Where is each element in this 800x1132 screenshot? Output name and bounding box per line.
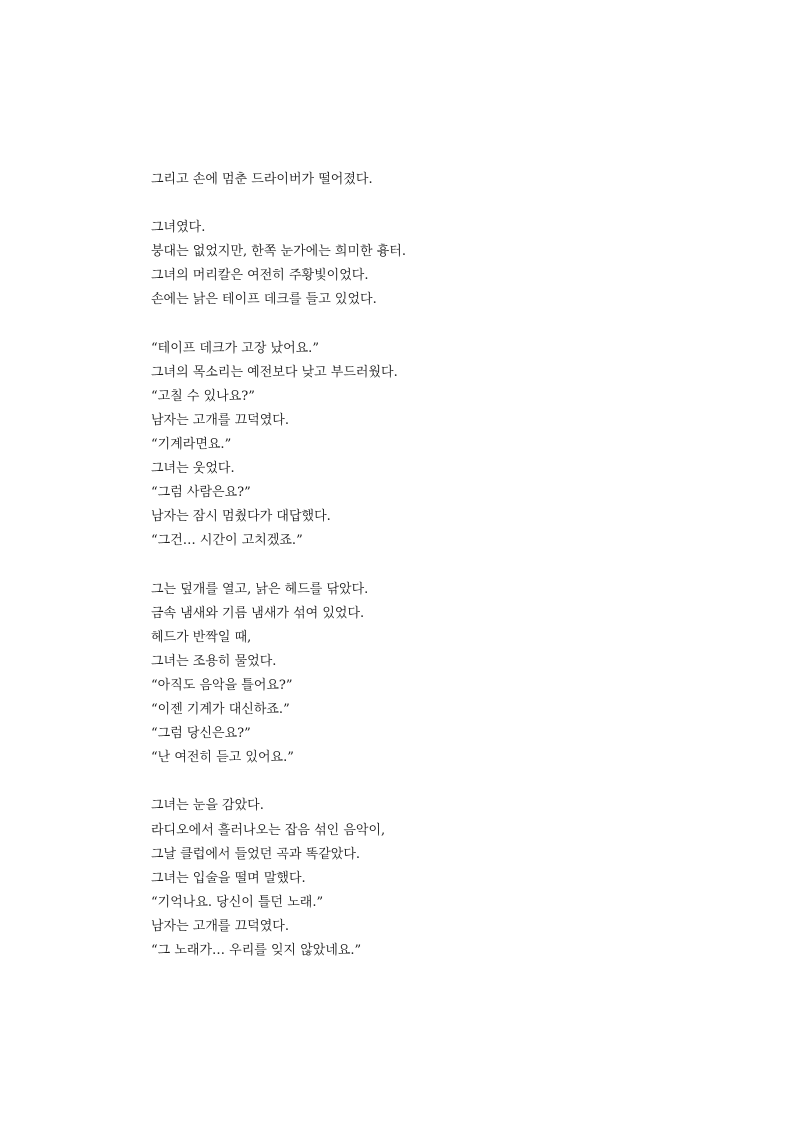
text-line: 그녀였다. (151, 220, 206, 236)
text-line: “고칠 수 있나요?” (151, 388, 255, 404)
text-line: “테이프 데크가 고장 났어요.” (151, 340, 319, 356)
text-line: “난 여전히 듣고 있어요.” (151, 750, 294, 766)
text-line: 그리고 손에 멈춘 드라이버가 떨어졌다. (151, 172, 373, 187)
text-line: 라디오에서 흘러나오는 잡음 섞인 음악이, (151, 822, 386, 838)
text-line: 그녀는 웃었다. (151, 461, 235, 477)
text-line: 그녀의 목소리는 예전보다 낮고 부드러웠다. (151, 364, 398, 380)
paragraph (151, 794, 711, 963)
text-line: “그럼 당신은요?” (151, 726, 251, 742)
text-line: “그건… 시간이 고치겠죠.” (151, 533, 303, 549)
text-line: “그럼 사람은요?” (151, 485, 251, 501)
text-line: 그녀는 조용히 물었다. (151, 653, 277, 669)
text-line: 남자는 고개를 끄덕였다. (151, 918, 289, 934)
text-line: 헤드가 반짝일 때, (151, 629, 252, 645)
text-line: 붕대는 없었지만, 한쪽 눈가에는 희미한 흉터. (151, 244, 406, 260)
text-line: 남자는 잠시 멈췄다가 대답했다. (151, 509, 331, 525)
text-line: 금속 냄새와 기름 냄새가 섞여 있었다. (151, 605, 365, 621)
text-line: 손에는 낡은 테이프 데크를 들고 있었다. (151, 292, 377, 308)
paragraph (151, 337, 711, 554)
paragraph (151, 578, 711, 771)
text-line: “아직도 음악을 틀어요?” (151, 677, 293, 693)
paragraph (151, 216, 711, 312)
text-line: 그녀는 입술을 떨며 말했다. (151, 870, 306, 886)
text-line: 그녀는 눈을 감았다. (151, 798, 264, 814)
text-line: “기계라면요.” (151, 437, 232, 453)
text-line: 그는 덮개를 열고, 낡은 헤드를 닦았다. (151, 581, 369, 597)
text-line: 남자는 고개를 끄덕였다. (151, 412, 289, 428)
text-line: 그녀의 머리칼은 여전히 주황빛이었다. (151, 268, 369, 284)
story-text (151, 168, 711, 987)
text-line: 그날 클럽에서 들었던 곡과 똑같았다. (151, 846, 361, 862)
text-line: “기억나요. 당신이 틀던 노래.” (151, 894, 324, 910)
text-line: “이젠 기계가 대신하죠.” (151, 702, 290, 718)
text-line: “그 노래가… 우리를 잊지 않았네요.” (151, 943, 362, 958)
paragraph (151, 168, 711, 192)
